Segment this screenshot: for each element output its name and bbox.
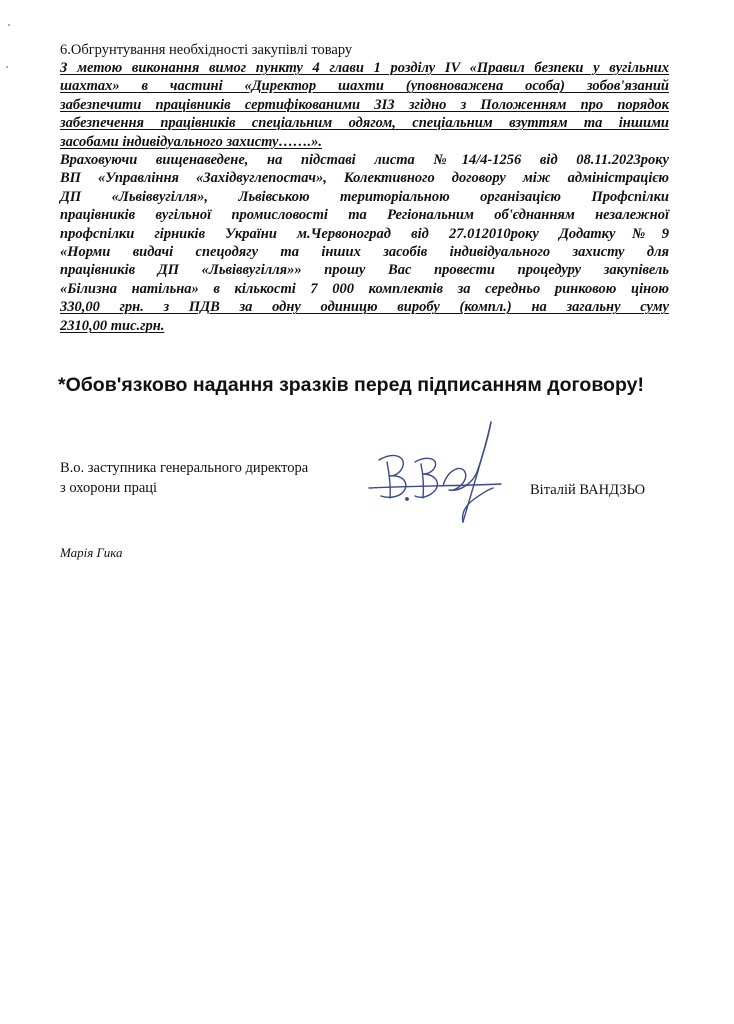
section-heading: 6.Обгрунтування необхідності закупівлі товару <box>60 42 353 58</box>
signatory-position <box>60 458 308 498</box>
signatory-position-line2: з охорони праці <box>60 480 158 496</box>
signature-stroke <box>415 458 437 497</box>
samples-notice: *Обов'язково надання зразків перед підписанням договору! <box>58 374 644 396</box>
signature-stroke <box>379 455 406 497</box>
body-line: ДП «Львіввугілля», Львівською територіальною організацією Профспілки <box>60 188 669 205</box>
signature-dot <box>406 498 408 500</box>
body-line: «Норми видачі спецодягу та інших засобів індивідуального захисту для <box>60 244 669 261</box>
body-line: профспілки гірників України м.Червоноград від 27.012010року Додатку№9 <box>60 225 669 242</box>
justification-text <box>60 59 669 335</box>
body-line: забезпечення працівників спеціальним одягом, спеціальним взуттям та іншими <box>60 115 669 132</box>
body-line: працівників вугільної промисловості та Регіональним об'єднанням незалежної <box>60 207 669 224</box>
signature-stroke <box>387 462 390 498</box>
body-line: ВП «Управління «Західвуглепостач», Колективного договору між адміністрацією <box>60 170 669 187</box>
handwritten-signature <box>365 410 505 530</box>
body-line: З метою виконання вимог пункту 4 глави 1 розділу IV «Правил безпеки у вугільних <box>60 60 669 76</box>
body-line: працівників ДП «Львіввугілля»» прошу Вас провести процедуру закупівель <box>60 262 669 279</box>
signatory-name: Віталій ВАНДЗЬО <box>530 482 646 498</box>
body-line: забезпечити працівників сертифікованими ЗІЗ згідно з Положенням про порядок <box>60 96 669 113</box>
signature-stroke <box>462 488 493 522</box>
signatory-position-line1: В.о. заступника генерального директора <box>60 460 309 476</box>
signature-stroke <box>421 464 423 498</box>
body-line: засобами індивідуального захисту…….». <box>60 133 322 150</box>
signature-stroke <box>443 468 477 490</box>
body-line: 330,00 грн. з ПДВ за одну одиницю виробу (компл.) на загальну суму <box>60 299 669 316</box>
body-line: «Білизна натільна» в кількості 7 000 комплектів за середньо ринковою ціною <box>60 280 669 297</box>
preparer-name: Марія Гика <box>60 545 123 560</box>
scan-artifact <box>8 24 10 26</box>
body-line: шахтах» в частині «Директор шахти (уповноважена особа) зобов'язаний <box>60 78 669 95</box>
body-line: 2310,00 тис.грн. <box>60 317 165 334</box>
scan-artifact <box>6 66 8 68</box>
body-line: Враховуючи вищенаведене, на підставі листа №14/4-1256 від 08.11.2023року <box>60 152 669 169</box>
signature-stroke <box>463 422 491 522</box>
signature-stroke <box>369 484 501 488</box>
